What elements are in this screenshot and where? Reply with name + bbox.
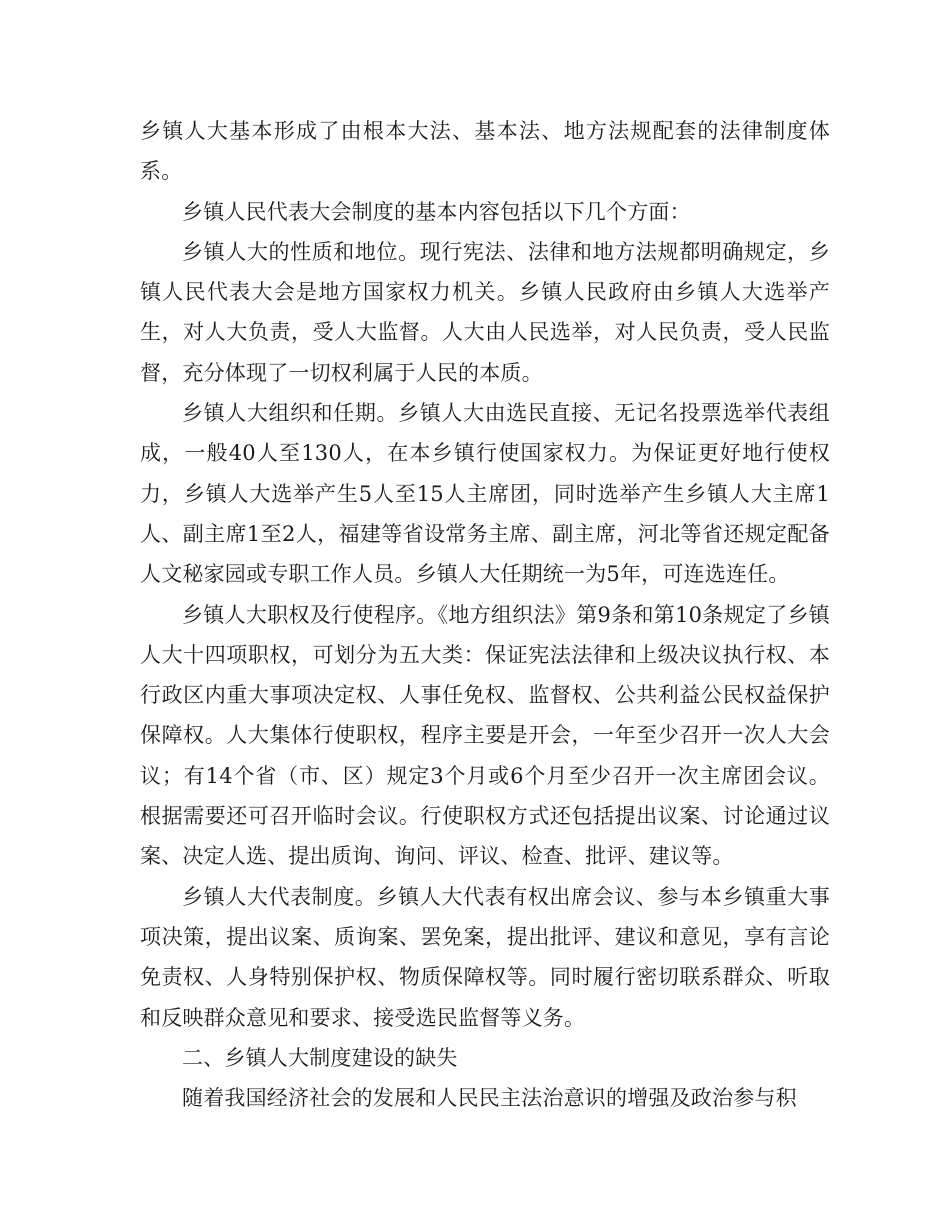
section-heading-deficiencies: 二、乡镇人大制度建设的缺失 <box>182 1045 458 1070</box>
paragraph-legal-system-continuation: 乡镇人大基本形成了由根本大法、基本法、地方法规配套的法律制度体系。 <box>140 119 830 184</box>
paragraph-organization-and-term: 乡镇人大组织和任期。乡镇人大由选民直接、无记名投票选举代表组成，一般40人至130人，在本乡镇行使国家权力。为保证更好地行使权力，乡镇人大选举产生5人至15人主席团，同时选举产生乡镇人大主席1人、副主席1至2人，福建等省设常务主席、副主席，河北等省还规定配备人文秘家园或专职工作人员。乡镇人大任期统一为5年，可连选连任。 <box>140 401 830 587</box>
paragraph-development-background: 随着我国经济社会的发展和人民民主法治意识的增强及政治参与积 <box>182 1086 797 1111</box>
paragraph-basic-content-intro: 乡镇人民代表大会制度的基本内容包括以下几个方面： <box>182 199 691 224</box>
document-body <box>140 111 830 1118</box>
paragraph-deputy-system: 乡镇人大代表制度。乡镇人大代表有权出席会议、参与本乡镇重大事项决策，提出议案、质询案、罢免案，提出批评、建议和意见，享有言论免责权、人身特别保护权、物质保障权等。同时履行密切联系群众、听取和反映群众意见和要求、接受选民监督等义务。 <box>140 884 830 1030</box>
paragraph-powers-and-procedures: 乡镇人大职权及行使程序。《地方组织法》第9条和第10条规定了乡镇人大十四项职权，可划分为五大类：保证宪法法律和上级决议执行权、本行政区内重大事项决定权、人事任免权、监督权、公共利益公民权益保护保障权。人大集体行使职权，程序主要是开会，一年至少召开一次人大会议；有14个省（市、区）规定3个月或6个月至少召开一次主席团会议。根据需要还可召开临时会议。行使职权方式还包括提出议案、讨论通过议案、决定人选、提出质询、询问、评议、检查、批评、建议等。 <box>140 602 830 869</box>
paragraph-nature-and-status: 乡镇人大的性质和地位。现行宪法、法律和地方法规都明确规定，乡镇人民代表大会是地方国家权力机关。乡镇人民政府由乡镇人大选举产生，对人大负责，受人大监督。人大由人民选举，对人民负责，受人民监督，充分体现了一切权利属于人民的本质。 <box>140 239 830 385</box>
